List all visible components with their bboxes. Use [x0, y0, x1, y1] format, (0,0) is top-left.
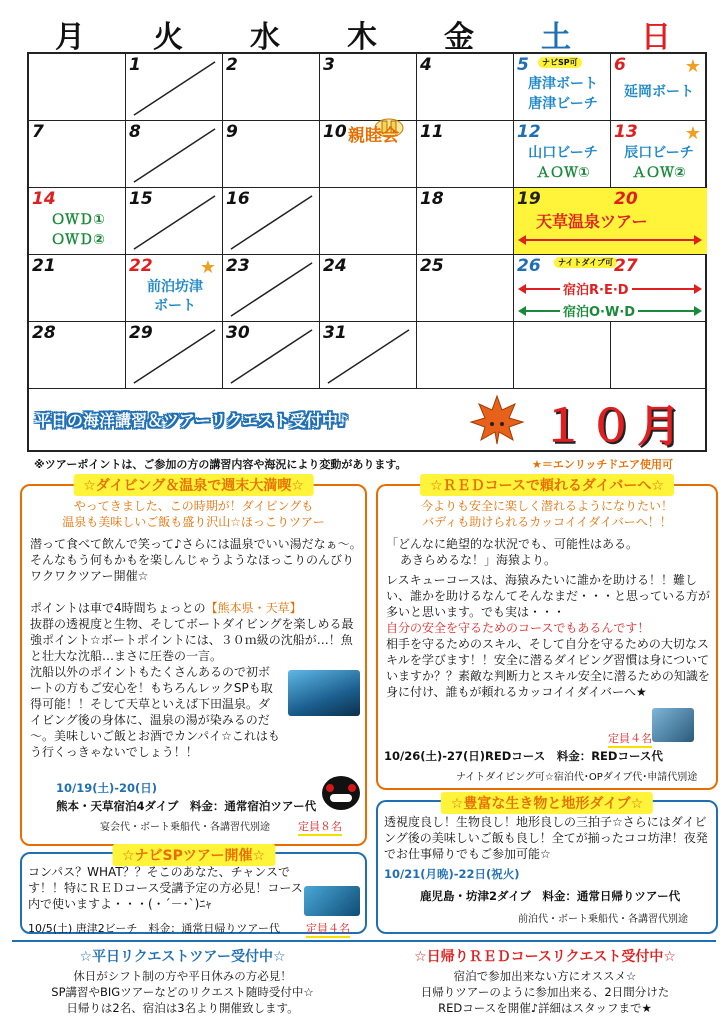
- onsen-tour-box: [20, 478, 367, 846]
- day-red-line-1: 宿泊で参加出来ない方にオススメ☆: [453, 969, 637, 983]
- day-number: 30: [226, 323, 250, 343]
- onsen-info-extra: 宴会代・ボート乗船代・各講習代別途: [100, 822, 270, 833]
- request-banner: 平日の海洋講習＆ツアーリクエスト受付中♪: [35, 411, 349, 430]
- day-cell: [29, 54, 126, 121]
- bonotsu-date: 10/21(月晩)-22日(祝火): [384, 867, 520, 881]
- day-cell: [126, 121, 223, 188]
- day-cell: [611, 121, 707, 188]
- event-karatsu-boat: 唐津ボート: [528, 76, 598, 92]
- day-cell: [223, 322, 320, 389]
- kumamon-image: [322, 776, 360, 810]
- day-cell: [514, 121, 611, 188]
- red-photo: [652, 708, 694, 742]
- weekday-line-2: SP講習やBIGツアーなどのリクエスト随時受付中☆: [51, 985, 314, 999]
- navi-title: ☆ナビSPツアー開催☆: [112, 844, 275, 866]
- red-capacity: 定員４名: [608, 730, 652, 748]
- owd-label: 宿泊O·W·D: [560, 301, 638, 320]
- day-cell: [126, 188, 223, 255]
- day-number: 9: [226, 122, 238, 142]
- onsen-intro: 潜って食べて飲んで笑って♪さらには温泉でいい湯だなぁ～。そんなもう何もかもを楽しんじゃうようなほっこりのんびりワクワクツアー開催☆: [30, 537, 362, 583]
- day-cell: [223, 255, 320, 322]
- event-owd-2: ＯＷＤ②: [51, 232, 105, 248]
- day-cell: [320, 255, 417, 322]
- day-cell: [611, 322, 707, 389]
- day-cell: [611, 54, 707, 121]
- day-cell: [417, 188, 514, 255]
- onsen-wreck-desc: 沈船以外のポイントもたくさんあるので初ボートの方もご安心を！もちろんレックSPも取得可能！！そして天草といえば下田温泉。ダイビング後の身体に、温泉の湯が染みるのだ～。美味しいご飯とお酒でカンパイ☆これはもう行くっきゃないでしょう！！: [30, 665, 280, 759]
- navi-capacity: 定員４名: [306, 920, 350, 938]
- red-skills: 相手を守るためのスキル、そして自分を守るための大切なスキルを学びます！！安全に潜るダイビング習慣は身についていますか？？素敵な判断力とスキル安全に潜るための知識を身に付け、誰もが頼れるカッコイイダイバーへ★: [386, 637, 710, 699]
- day-red-line-2: 日帰りツアーのように参加出来る、2日間分けた: [420, 985, 670, 999]
- weekday-line-3: 日帰りは2名、宿泊は3名より開催致します。: [66, 1001, 299, 1015]
- day-red-line-3: REDコースを開催♪詳細はスタッフまで★: [438, 1001, 652, 1015]
- red-course-cell: [514, 255, 707, 322]
- onsen-title: ☆ダイビング＆温泉で週末大満喫☆: [73, 474, 314, 496]
- bonotsu-info-extra: 前泊代・ボート乗船代・各講習代別途: [518, 914, 688, 925]
- navi-photo: [304, 886, 360, 916]
- day-cell: [514, 54, 611, 121]
- day-number: 22: [129, 256, 153, 276]
- day-cell: [320, 54, 417, 121]
- weekday-request-panel: [10, 946, 355, 1016]
- event-yamaguchi-beach: 山口ビーチ: [528, 145, 598, 161]
- navi-sp-tag: ナビSP可: [538, 57, 582, 68]
- onsen-boat-desc: 抜群の透視度と生物、そしてボートダイビングを楽しめる最強ポイント☆ボートポイントには、３０ｍ級の沈船が…！魚と壮大な沈船…まさに圧巻の一言。: [30, 617, 354, 663]
- day-number: 15: [129, 189, 153, 209]
- onsen-lead-2: 温泉も美味しいご飯も盛り沢山☆ほっこりツアー: [62, 515, 325, 529]
- calendar-grid: [27, 52, 707, 452]
- event-nobeoka-boat: 延岡ボート: [624, 84, 694, 100]
- day-number: 3: [323, 55, 335, 75]
- onsen-tour-label: 天草温泉ツアー: [536, 212, 648, 231]
- bonotsu-box: [376, 796, 718, 934]
- day-number: 12: [517, 122, 541, 142]
- day-number: 7: [32, 122, 44, 142]
- day-cell: [29, 121, 126, 188]
- event-tatsunokuchi-beach: 辰口ビーチ: [624, 145, 694, 161]
- day-number: 27: [614, 256, 638, 276]
- day-cell: [417, 255, 514, 322]
- day-number: 26: [517, 256, 541, 276]
- red-info-extra: ナイトダイビング可☆宿泊代･OPダイブ代･申請代別途: [456, 772, 698, 783]
- month-label: １０月: [541, 401, 685, 452]
- red-info: 10/26(土)-27(日)REDコース 料金：REDコース代: [384, 749, 663, 763]
- event-boat: ボート: [154, 298, 196, 314]
- day-cell: [29, 322, 126, 389]
- day-number: 23: [226, 256, 250, 276]
- dow-sun: 日: [641, 20, 671, 55]
- star-icon: ★: [684, 56, 701, 77]
- dow-tue: 火: [153, 20, 183, 55]
- red-lead-1: 今よりも安全に楽しく潜れるようになりたい！: [420, 499, 673, 513]
- bonotsu-desc: 透視度良し！生物良し！地形良しの三拍子☆さらにはダイビング後の美味しいご飯も良し！全てが揃ったココ坊津！夜発でお仕事帰りでもご参加可能☆: [384, 815, 708, 861]
- tour-span-arrow: [518, 234, 702, 246]
- day-number: 2: [226, 55, 238, 75]
- day-cell: [320, 322, 417, 389]
- onsen-info: 熊本・天草宿泊4ダイブ 料金：通常宿泊ツアー代: [56, 799, 317, 813]
- day-number: 29: [129, 323, 153, 343]
- day-cell: [223, 54, 320, 121]
- red-desc: レスキューコースは、海猿みたいに誰かを助ける！！難しい、誰かを助けるなんてそんなまだ・・・と思っている方が多いと思います。でも実は・・・: [386, 573, 711, 619]
- onsen-lead-1: やってきました、この時期が！ダイビングも: [73, 499, 314, 513]
- day-number: 5: [517, 55, 529, 75]
- onsen-point-text: ポイントは車で4時間ちょっとの: [30, 601, 206, 615]
- tour-point-note: ※ツアーポイントは、ご参加の方の講習内容や海況により変動があります。: [34, 458, 407, 471]
- day-number: 28: [32, 323, 56, 343]
- enriched-air-note: ★＝エンリッチドエア使用可: [532, 458, 673, 471]
- day-cell: [320, 188, 417, 255]
- day-number: 1: [129, 55, 141, 75]
- bonotsu-info: 鹿児島・坊津2ダイブ 料金：通常日帰りツアー代: [420, 889, 681, 903]
- day-number: 4: [420, 55, 432, 75]
- star-icon: ★: [684, 123, 701, 144]
- day-cell: [223, 121, 320, 188]
- red-quote-2: あきらめるな！」海猿より。: [400, 553, 557, 567]
- red-course-box: [376, 478, 718, 790]
- dow-mon: 月: [55, 20, 85, 55]
- red-label: 宿泊R·E·D: [560, 279, 632, 298]
- day-number: 16: [226, 189, 250, 209]
- weekday-line-1: 休日がシフト制の方や平日休みの方必見！: [73, 969, 292, 983]
- maple-leaf-icon: [469, 394, 525, 446]
- dow-wed: 水: [250, 20, 280, 55]
- day-number: 31: [323, 323, 347, 343]
- onsen-capacity: 定員８名: [298, 818, 342, 836]
- day-cell: [417, 54, 514, 121]
- red-lead-2: バディも助けられるカッコイイダイバーへ！！: [422, 515, 672, 529]
- day-number: 13: [614, 122, 638, 142]
- underwater-photo: [288, 670, 360, 716]
- navi-desc: コンパス？WHAT？？そこのあなた、チャンスです！！特にＲＥＤコース受講予定の方必見！コース内で使いますよ・・・(・´－･`)ﾆｬ: [28, 865, 303, 911]
- day-cell: [417, 322, 514, 389]
- day-cell: [223, 188, 320, 255]
- onsen-tour-cell: [514, 188, 707, 255]
- day-cell: [126, 255, 223, 322]
- dow-thu: 木: [347, 20, 377, 55]
- day-number: 19: [517, 189, 541, 209]
- day-number: 20: [614, 189, 638, 209]
- onsen-point-highlight: 【熊本県・天草】: [205, 601, 302, 615]
- day-number: 8: [129, 122, 141, 142]
- weekday-title: ☆平日リクエストツアー受付中☆: [79, 949, 286, 965]
- event-owd-1: ＯＷＤ①: [51, 212, 105, 228]
- day-cell: [417, 121, 514, 188]
- red-title: ☆ＲＥＤコースで頼れるダイバーへ☆: [420, 474, 674, 496]
- day-number: 10: [323, 122, 347, 142]
- onsen-point: [30, 600, 364, 616]
- navi-info: 10/5(土) 唐津2ビーチ 料金：通常日帰りツアー代: [28, 922, 281, 935]
- dow-fri: 金: [444, 20, 474, 55]
- navi-sp-box: [20, 848, 367, 935]
- day-number: 11: [420, 122, 444, 142]
- event-bonotsu: 前泊坊津: [147, 279, 203, 295]
- day-red-request-panel: [372, 946, 718, 1016]
- bonotsu-title: ☆豊富な生き物と地形ダイブ☆: [441, 792, 653, 814]
- day-red-title: ☆日帰りＲＥＤコースリクエスト受付中☆: [414, 949, 676, 965]
- day-number: 18: [420, 189, 444, 209]
- party-label: 親睦会: [348, 126, 399, 146]
- day-number: 6: [614, 55, 626, 75]
- dow-sat: 土: [541, 20, 571, 55]
- day-number: 14: [32, 189, 56, 209]
- day-cell: [320, 121, 417, 188]
- day-cell: [126, 54, 223, 121]
- night-dive-tag: ナイトダイブ可: [554, 257, 617, 268]
- event-aow-1: ＡＯＷ①: [536, 165, 590, 181]
- day-cell: [126, 322, 223, 389]
- red-quote-1: 「どんなに絶望的な状況でも、可能性はある。: [386, 537, 639, 551]
- onsen-date: 10/19(土)-20(日): [56, 781, 158, 795]
- red-highlight: 自分の安全を守るためのコースでもあるんです！: [386, 621, 650, 635]
- bottom-divider: [12, 940, 716, 942]
- day-number: 25: [420, 256, 444, 276]
- day-number: 24: [323, 256, 347, 276]
- day-cell: [29, 255, 126, 322]
- day-cell: [514, 322, 611, 389]
- event-karatsu-beach: 唐津ビーチ: [528, 96, 598, 112]
- day-cell: [29, 188, 126, 255]
- day-number: 21: [32, 256, 56, 276]
- star-icon: ★: [199, 257, 216, 278]
- event-aow-2: ＡＯＷ②: [632, 165, 686, 181]
